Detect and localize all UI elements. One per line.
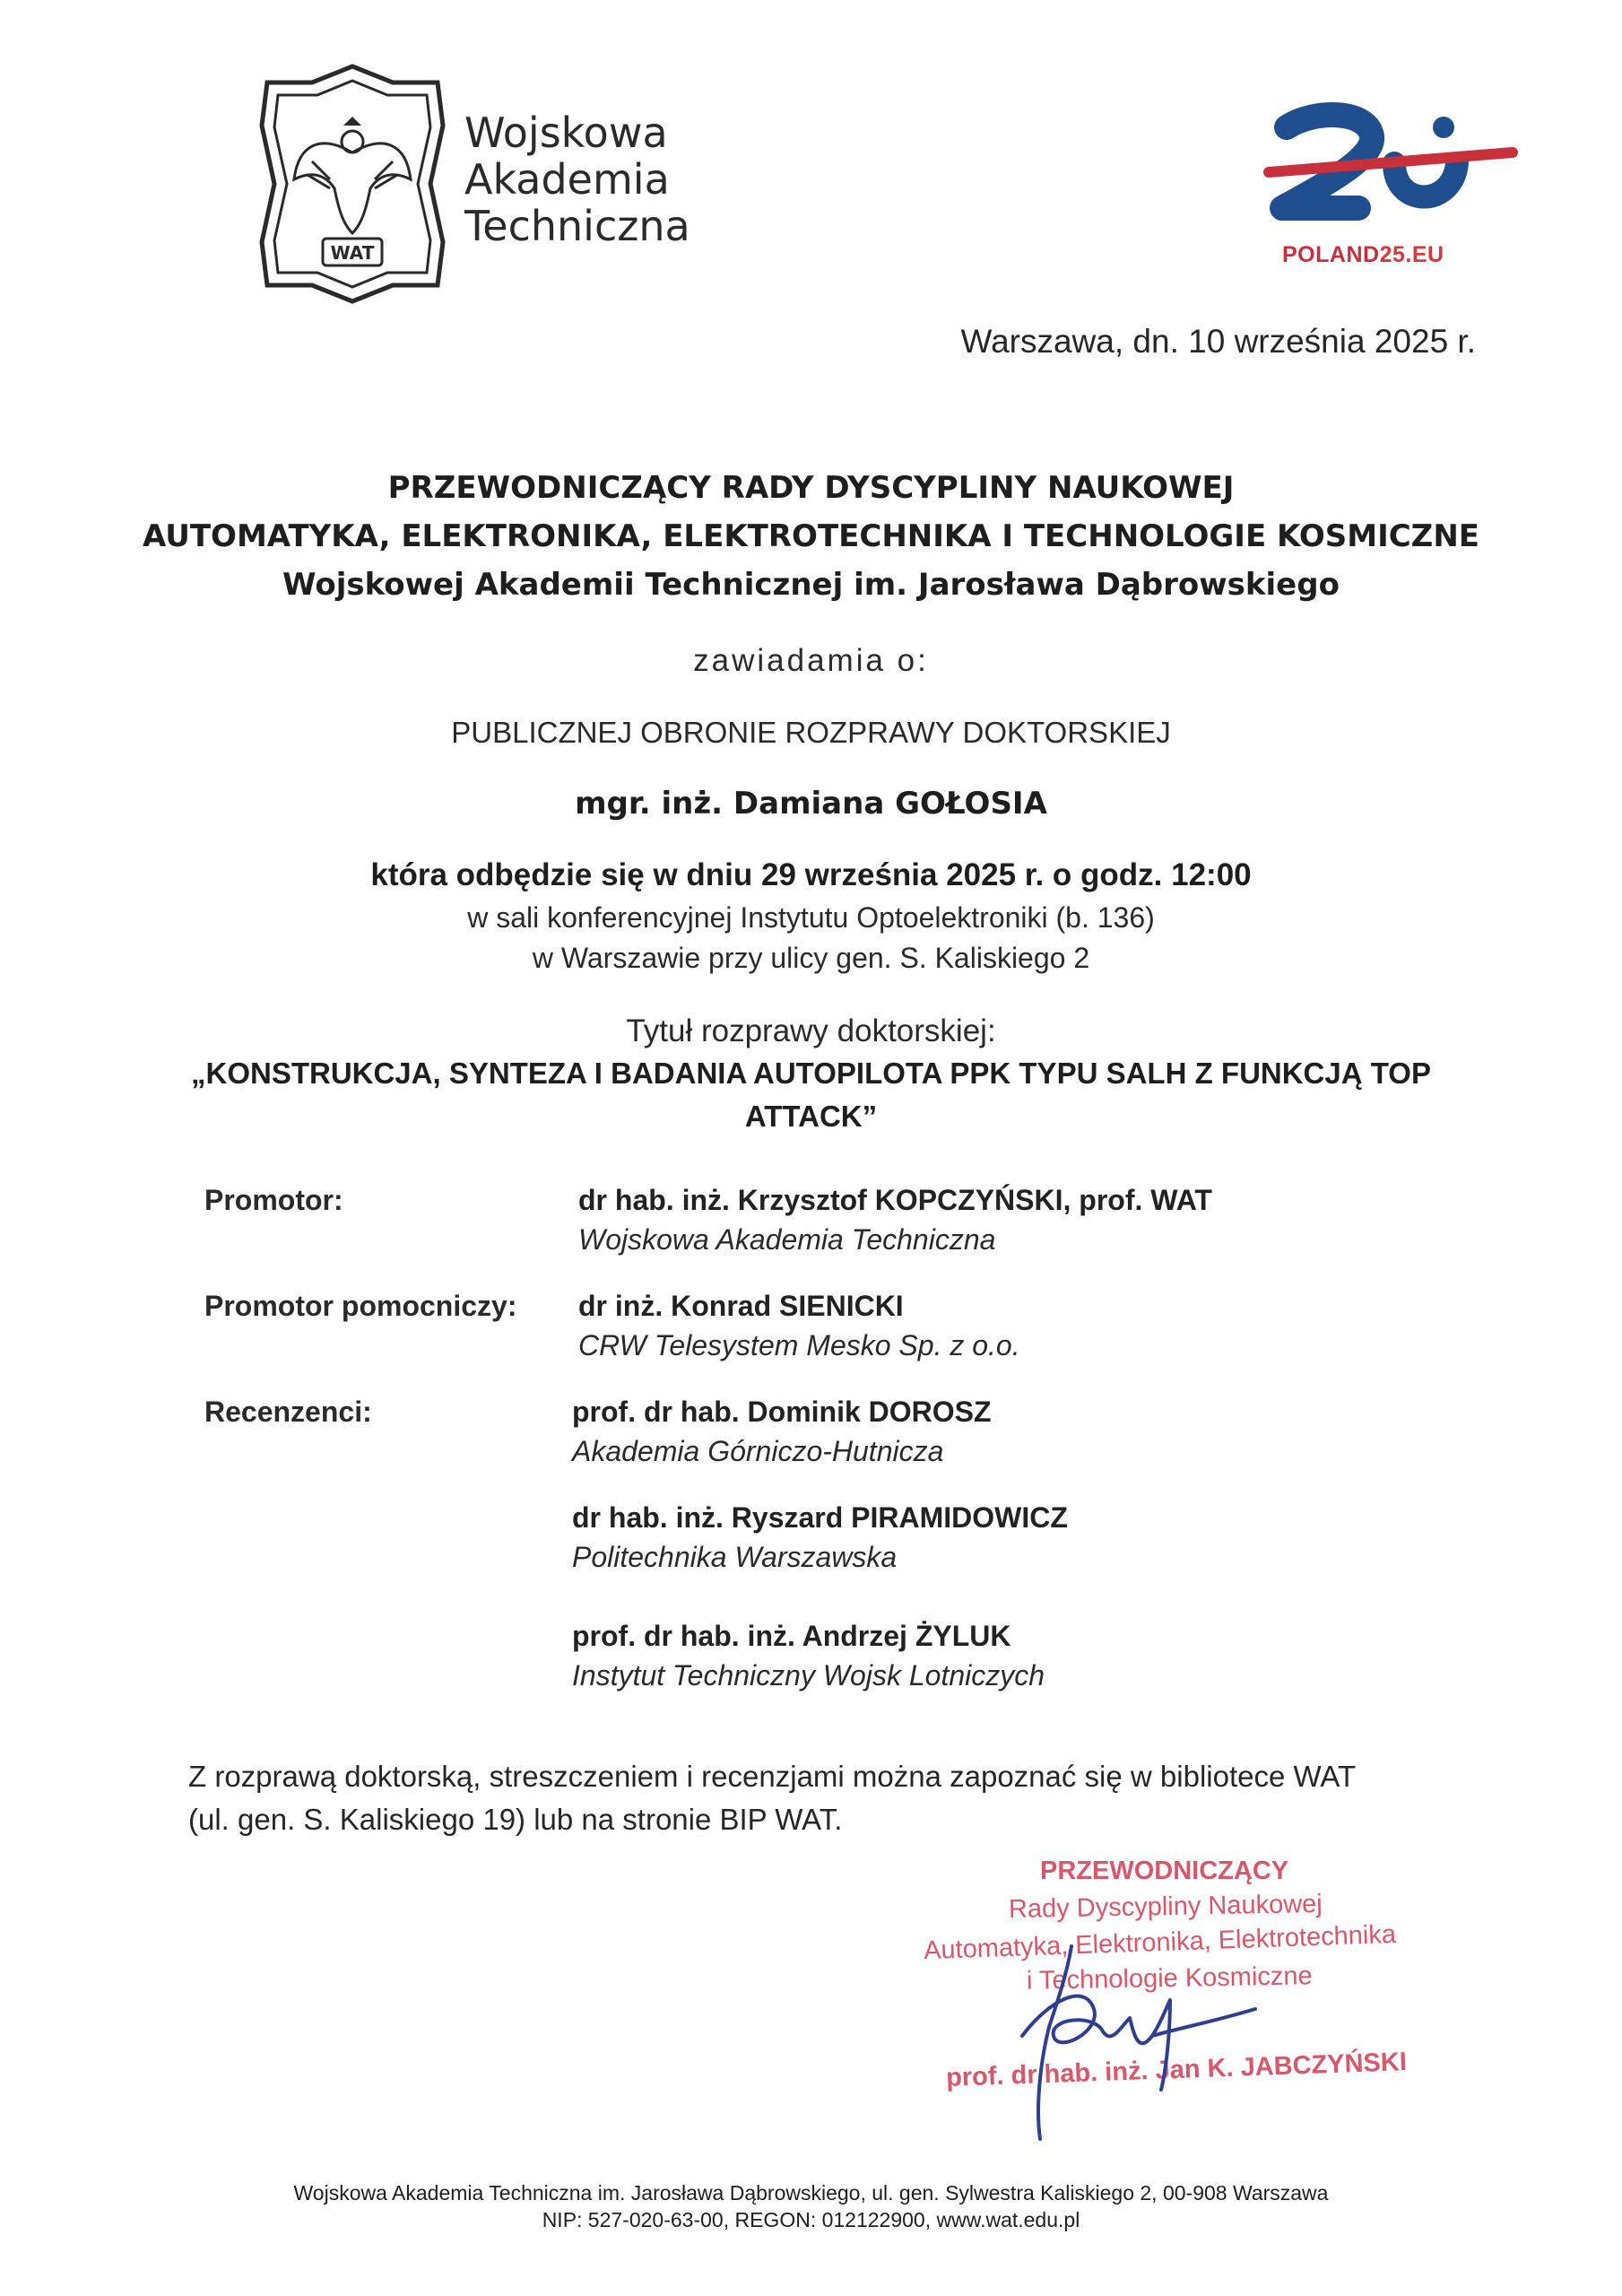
event-room: w sali konferencyjnej Instytutu Optoelektroniki (b. 136)	[467, 901, 1155, 934]
assistant-promotor-institution: CRW Telesystem Mesko Sp. z o.o.	[578, 1329, 1020, 1361]
crest-label: WAT	[330, 242, 375, 264]
reviewers-role: Recenzenci:	[204, 1396, 372, 1428]
reviewer-institution: Instytut Techniczny Wojsk Lotniczych	[572, 1659, 1045, 1692]
university-crest-logo	[258, 63, 447, 305]
thesis-title-line-2: ATTACK”	[744, 1100, 878, 1133]
heading-line-1: PRZEWODNICZĄCY RADY DYSCYPLINY NAUKOWEJ	[387, 470, 1235, 506]
reviewer-name: prof. dr hab. inż. Andrzej ŻYLUK	[572, 1620, 1011, 1652]
heading-line-2: AUTOMATYKA, ELEKTRONIKA, ELEKTROTECHNIKA I TECHNOLOGIE KOSMICZNE	[142, 518, 1480, 554]
date-line: Warszawa, dn. 10 września 2025 r.	[960, 323, 1476, 360]
note-line-1: Z rozprawą doktorską, streszczeniem i recenzjami można zapoznać się w bibliotece WAT	[188, 1760, 1357, 1793]
footer-line-2: NIP: 527-020-63-00, REGON: 012122900, www.wat.edu.pl	[542, 2208, 1080, 2231]
stamp-line: i Technologie Kosmiczne	[1026, 1961, 1313, 1996]
assistant-promotor-role: Promotor pomocniczy:	[204, 1290, 517, 1322]
stamp-line: PRZEWODNICZĄCY	[1040, 1857, 1289, 1885]
thesis-title-label: Tytuł rozprawy doktorskiej:	[626, 1013, 996, 1048]
heading-line-3: Wojskowej Akademii Technicznej im. Jarosława Dąbrowskiego	[282, 567, 1340, 603]
promotor-role: Promotor:	[204, 1184, 343, 1216]
poland25-logo	[1260, 100, 1520, 235]
promotor-institution: Wojskowa Akademia Techniczna	[578, 1223, 996, 1256]
reviewer-institution: Politechnika Warszawska	[572, 1541, 898, 1573]
event-date-time: która odbędzie się w dniu 29 września 2025 r. o godz. 12:00	[370, 857, 1252, 892]
notifies-text: zawiadamia o:	[693, 643, 929, 678]
stamp-line: prof. dr hab. inż. Jan K. JABCZYŃSKI	[945, 2048, 1408, 2092]
reviewer-name: dr hab. inż. Ryszard PIRAMIDOWICZ	[572, 1501, 1068, 1534]
reviewer-name: prof. dr hab. Dominik DOROSZ	[572, 1396, 992, 1428]
candidate-name: mgr. inż. Damiana GOŁOSIA	[575, 786, 1047, 822]
note-line-2: (ul. gen. S. Kaliskiego 19) lub na stronie BIP WAT.	[188, 1803, 843, 1836]
handwritten-signature	[986, 1937, 1291, 2144]
poland25-url: POLAND25.EU	[1282, 242, 1444, 267]
event-address: w Warszawie przy ulicy gen. S. Kaliskiego 2	[532, 942, 1090, 974]
thesis-title-line-1: „KONSTRUKCJA, SYNTEZA I BADANIA AUTOPILOTA PPK TYPU SALH Z FUNKCJĄ TOP	[190, 1057, 1431, 1090]
assistant-promotor-name: dr inż. Konrad SIENICKI	[578, 1290, 904, 1322]
reviewer-institution: Akademia Górniczo-Hutnicza	[572, 1435, 944, 1467]
stamp-line: Automatyka, Elektronika, Elektrotechnika	[923, 1919, 1397, 1966]
university-name-line: Akademia	[464, 155, 670, 204]
promotor-name: dr hab. inż. Krzysztof KOPCZYŃSKI, prof. WAT	[578, 1184, 1212, 1216]
stamp-line: Rady Dyscypliny Naukowej	[1008, 1889, 1323, 1925]
footer-line-1: Wojskowa Akademia Techniczna im. Jarosława Dąbrowskiego, ul. gen. Sylwestra Kaliskiego 2, 00-908 Warszawa	[293, 2181, 1329, 2205]
university-name	[464, 109, 690, 249]
university-name-line: Wojskowa	[464, 109, 668, 157]
event-text: PUBLICZNEJ OBRONIE ROZPRAWY DOKTORSKIEJ	[451, 716, 1171, 749]
university-name-line: Techniczna	[464, 202, 690, 250]
